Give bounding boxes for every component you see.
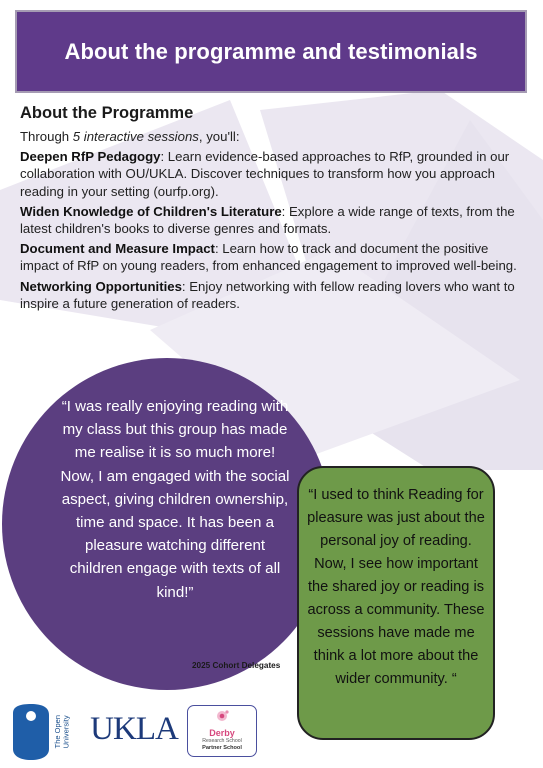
programme-item (20, 278, 530, 312)
page-title: About the programme and testimonials (64, 38, 478, 64)
testimonial-box (297, 466, 495, 740)
programme-item-text: : Explore a wide range of texts, from the latest children's books to diverse genres and formats. (20, 203, 515, 237)
programme-item-title: Deepen RfP Pedagogy (20, 149, 161, 165)
derby-partner-label: Partner School (202, 745, 242, 751)
programme-heading: About the Programme (20, 104, 194, 122)
page-header (15, 10, 527, 93)
intro-emphasis: 5 interactive sessions (72, 129, 199, 144)
derby-research-school-logo (187, 705, 257, 757)
derby-subtitle: Research School (202, 738, 242, 744)
derby-emblem-icon (213, 709, 231, 723)
programme-intro: Through 5 interactive sessions, you'll: (20, 129, 240, 144)
programme-item (20, 148, 530, 200)
programme-section (20, 104, 530, 315)
programme-item-title: Document and Measure Impact (20, 241, 215, 257)
derby-name: Derby (209, 728, 235, 738)
programme-item-text: : Learn evidence-based approaches to RfP, grounded in our collaboration with OU/UKLA. Discover techniques to transform how you approach reading in your setting (ourfp.org). (20, 149, 510, 199)
programme-item-title: Widen Knowledge of Children's Literature (20, 203, 282, 219)
programme-item-text: : Learn how to track and document the positive impact of RfP on young readers, from enhanced engagement to improved well-being. (20, 241, 517, 274)
testimonial-quote-1: “I was really enjoying reading with my class but this group has made me realise it is so much more! Now, I am engaged with the social aspect, giving children ownership, time and space. It has been a pleasure watching different children engage with texts of all kind!” (60, 398, 290, 601)
programme-item (20, 240, 530, 274)
programme-item-text: : Enjoy networking with fellow reading lovers who want to inspire a future generation of readers. (20, 278, 515, 311)
testimonial-quote-2: “I used to think Reading for pleasure was just about the personal joy of reading. Now, I see how important the shared joy or reading is across a community. These sessions have made me think a lot more about the wider community. “ (307, 487, 485, 687)
programme-item-title: Networking Opportunities (20, 278, 182, 294)
ukla-logo (90, 704, 178, 754)
ukla-wordmark: UKLA (90, 710, 178, 747)
open-university-wordmark: The Open University (52, 715, 70, 749)
testimonial-attribution: 2025 Cohort Delegates (192, 661, 281, 670)
programme-item (20, 203, 530, 237)
